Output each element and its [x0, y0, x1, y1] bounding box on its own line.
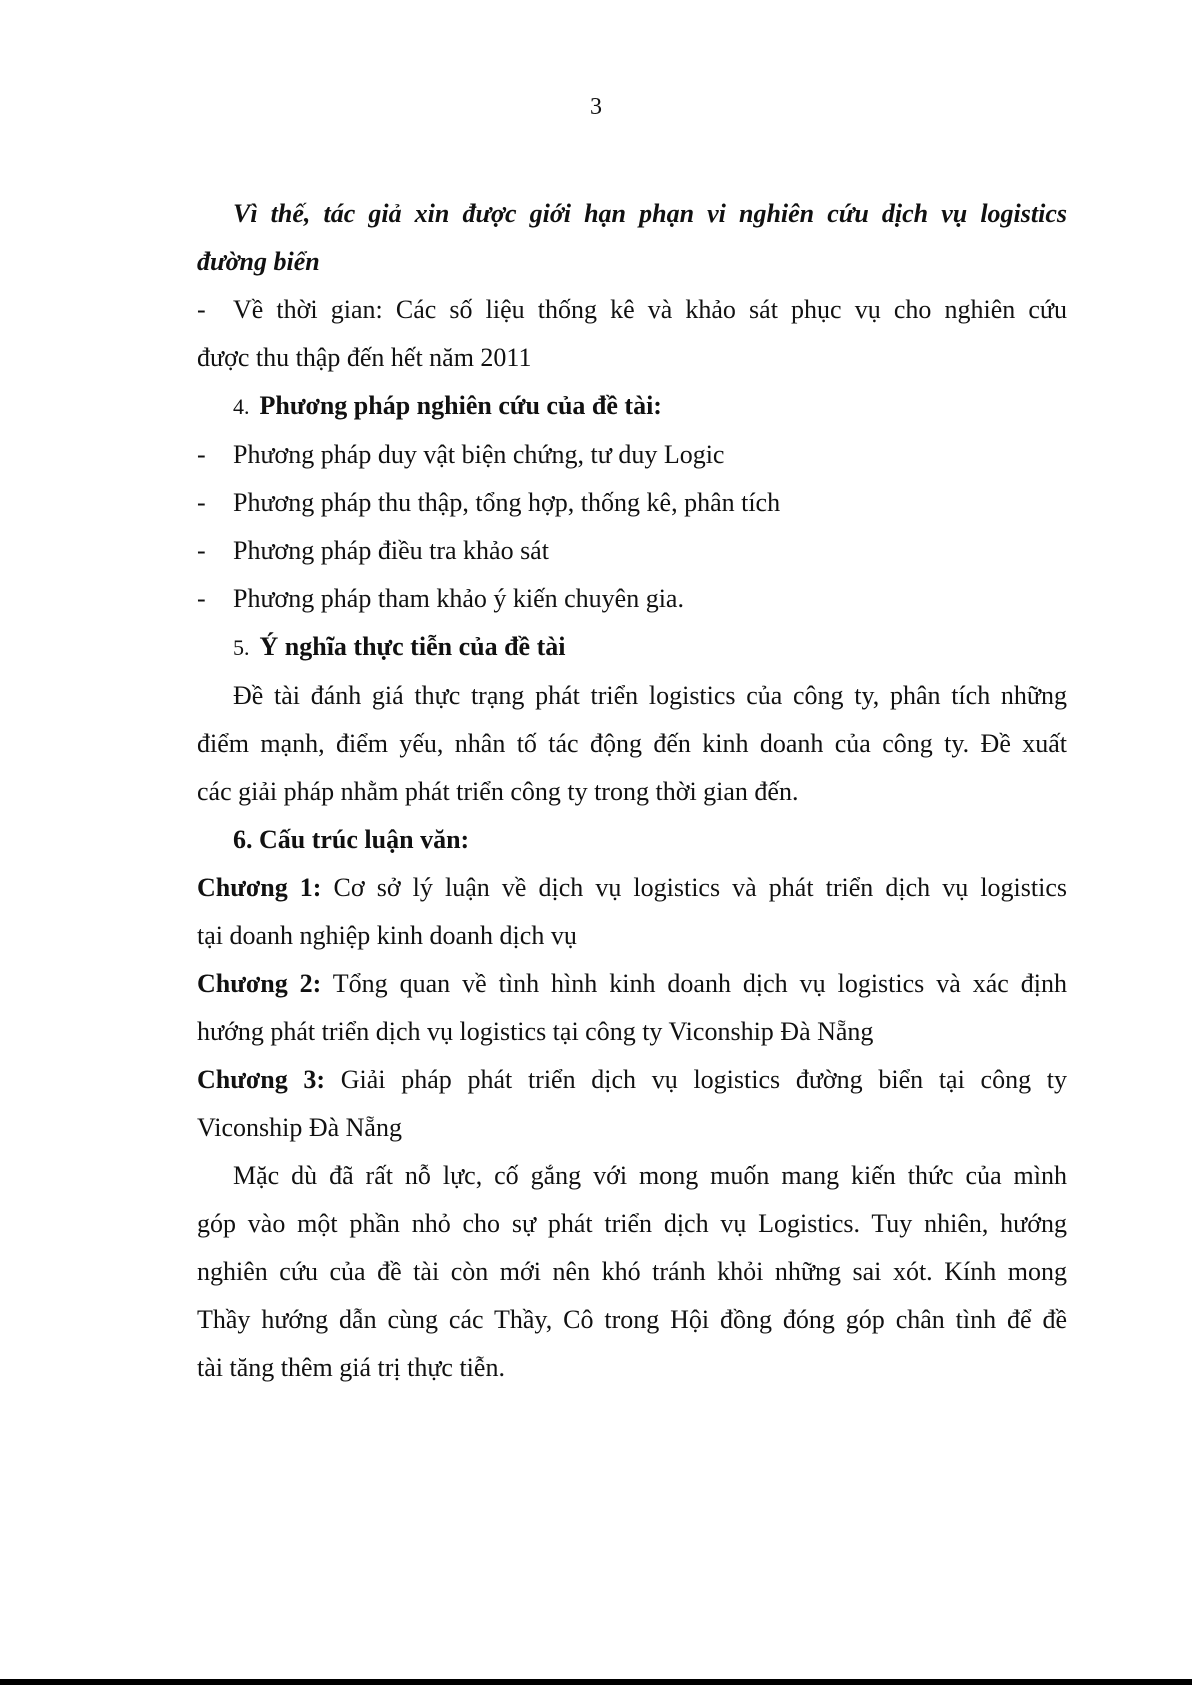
- chapter-2-line-1: [197, 960, 1067, 1008]
- scope-line-2: đường biển: [197, 247, 320, 276]
- section-4-title: Phương pháp nghiên cứu của đề tài:: [259, 391, 662, 420]
- dash-marker: -: [197, 536, 206, 565]
- chapter-3-line-1: [197, 1056, 1067, 1104]
- dash-marker: -: [197, 488, 206, 517]
- closing-line-4: Thầy hướng dẫn cùng các Thầy, Cô trong Hội đồng đóng góp chân tình để đề: [197, 1305, 1067, 1334]
- method-item-2: Phương pháp thu thập, tổng hợp, thống kê, phân tích: [233, 488, 781, 517]
- chapter-3-label: Chương 3:: [197, 1065, 326, 1094]
- chapter-1-line-2: tại doanh nghiệp kinh doanh dịch vụ: [197, 921, 577, 950]
- dash-marker: -: [197, 295, 206, 324]
- chapter-2-label: Chương 2:: [197, 969, 322, 998]
- scope-line-1: Vì thế, tác giả xin được giới hạn phạn vi nghiên cứu dịch vụ logistics: [233, 199, 1067, 228]
- page-body: [197, 190, 1067, 1392]
- list-item: [197, 527, 1067, 575]
- list-item: [197, 575, 1067, 623]
- method-item-4: Phương pháp tham khảo ý kiến chuyên gia.: [233, 584, 684, 613]
- chapter-1-text: Cơ sở lý luận về dịch vụ logistics và phát triển dịch vụ logistics: [321, 873, 1067, 902]
- section-5-number: 5.: [233, 635, 250, 660]
- chapter-3-line-2: Viconship Đà Nẵng: [197, 1113, 402, 1142]
- bottom-edge-rule: [0, 1679, 1192, 1685]
- section-5-title: Ý nghĩa thực tiễn của đề tài: [259, 632, 566, 661]
- chapter-1-line-1: [197, 864, 1067, 912]
- method-item-1: Phương pháp duy vật biện chứng, tư duy Logic: [233, 440, 725, 469]
- method-item-3: Phương pháp điều tra khảo sát: [233, 536, 549, 565]
- chapter-2-line-2: hướng phát triển dịch vụ logistics tại công ty Viconship Đà Nẵng: [197, 1017, 874, 1046]
- time-scope-line-2: được thu thập đến hết năm 2011: [197, 343, 532, 372]
- closing-line-5: tài tăng thêm giá trị thực tiễn.: [197, 1353, 505, 1382]
- section-5-line-3: các giải pháp nhằm phát triển công ty trong thời gian đến.: [197, 777, 799, 806]
- section-5-heading: [197, 623, 1067, 672]
- chapter-2-text: Tổng quan về tình hình kinh doanh dịch vụ logistics và xác định: [321, 969, 1067, 998]
- time-scope-item: [197, 286, 1067, 334]
- page-number: 3: [590, 94, 602, 120]
- list-item: [197, 431, 1067, 479]
- chapter-3-text: Giải pháp phát triển dịch vụ logistics đường biển tại công ty: [325, 1065, 1067, 1094]
- section-6-heading: 6. Cấu trúc luận văn:: [233, 825, 470, 854]
- section-5-line-1: Đề tài đánh giá thực trạng phát triển logistics của công ty, phân tích những: [233, 681, 1067, 710]
- closing-line-1: Mặc dù đã rất nỗ lực, cố gắng với mong muốn mang kiến thức của mình: [233, 1161, 1067, 1190]
- section-4-number: 4.: [233, 394, 250, 419]
- section-4-heading: [197, 382, 1067, 431]
- closing-line-2: góp vào một phần nhỏ cho sự phát triển dịch vụ Logistics. Tuy nhiên, hướng: [197, 1209, 1067, 1238]
- closing-line-3: nghiên cứu của đề tài còn mới nên khó tránh khỏi những sai xót. Kính mong: [197, 1257, 1067, 1286]
- list-item: [197, 479, 1067, 527]
- dash-marker: -: [197, 440, 206, 469]
- dash-marker: -: [197, 584, 206, 613]
- chapter-1-label: Chương 1:: [197, 873, 322, 902]
- section-5-line-2: điểm mạnh, điểm yếu, nhân tố tác động đến kinh doanh của công ty. Đề xuất: [197, 729, 1067, 758]
- time-scope-line-1: Về thời gian: Các số liệu thống kê và khảo sát phục vụ cho nghiên cứu: [233, 295, 1067, 324]
